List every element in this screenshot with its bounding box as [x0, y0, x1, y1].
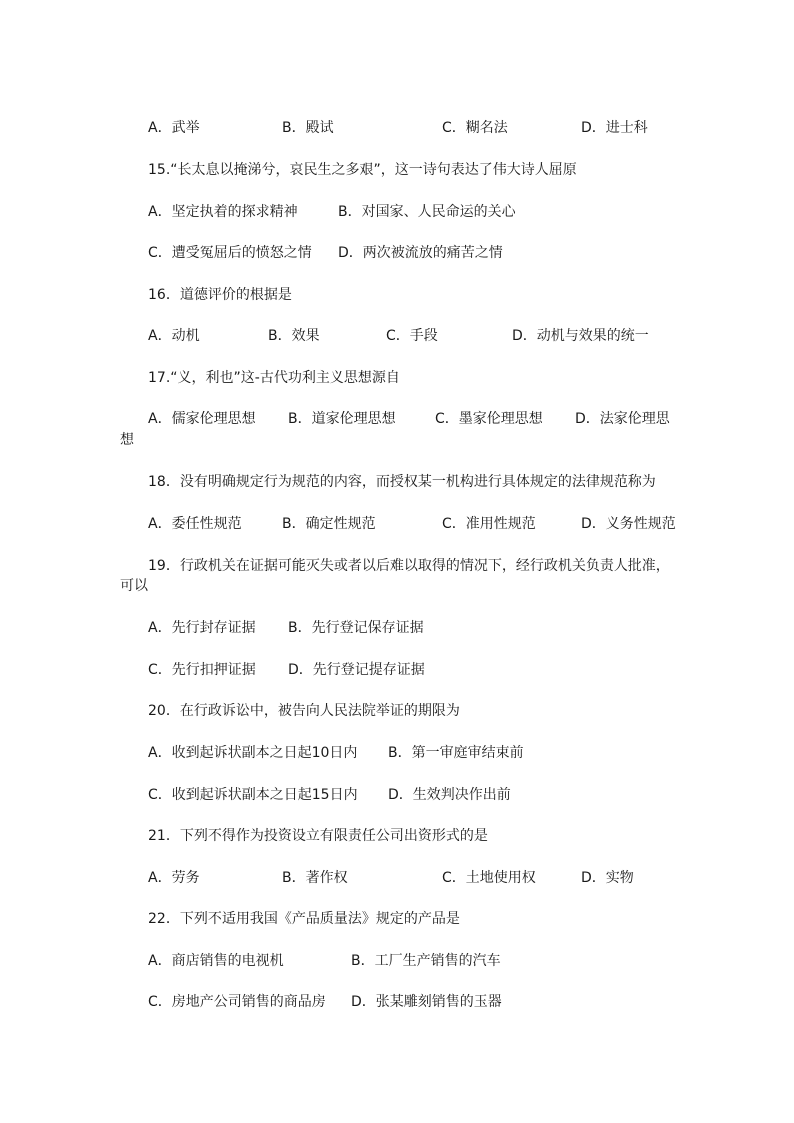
q17-stem: 17.“义，利也”这-古代功利主义思想源自	[148, 370, 400, 386]
q20-option-d: D．生效判决作出前	[388, 787, 511, 803]
q17-option-b: B．道家伦理思想	[288, 411, 396, 427]
q22-option-a: A．商店销售的电视机	[148, 953, 284, 969]
q20-option-c: C．收到起诉状副本之日起15日内	[148, 787, 358, 803]
q16-option-c: C．手段	[386, 328, 438, 344]
q19-option-d: D．先行登记提存证据	[288, 662, 425, 678]
q21-option-a: A．劳务	[148, 870, 200, 886]
q20-option-b: B．第一审庭审结束前	[388, 745, 524, 761]
q18-option-d: D．义务性规范	[581, 516, 676, 532]
q22-stem: 22．下列不适用我国《产品质量法》规定的产品是	[148, 911, 460, 927]
q15-stem: 15.“长太息以掩涕兮，哀民生之多艰”，这一诗句表达了伟大诗人屈原	[148, 162, 577, 178]
q19-option-a: A．先行封存证据	[148, 620, 256, 636]
q15-option-b: B．对国家、人民命运的关心	[338, 204, 516, 220]
q17-option-d: D．法家伦理思	[575, 411, 670, 427]
q21-option-b: B．著作权	[282, 870, 348, 886]
q19-option-c: C．先行扣押证据	[148, 662, 256, 678]
q16-stem: 16．道德评价的根据是	[148, 287, 292, 303]
q14-option-a: A．武举	[148, 120, 200, 136]
q15-option-d: D．两次被流放的痛苦之情	[338, 245, 503, 261]
q15-option-c: C．遭受冤屈后的愤怒之情	[148, 245, 312, 261]
q21-option-c: C．土地使用权	[442, 870, 536, 886]
q17-option-d-continuation: 想	[120, 432, 134, 448]
q16-option-d: D．动机与效果的统一	[512, 328, 649, 344]
q20-stem: 20．在行政诉讼中，被告向人民法院举证的期限为	[148, 703, 460, 719]
q22-option-d: D．张某雕刻销售的玉器	[351, 994, 502, 1010]
q21-stem: 21．下列不得作为投资设立有限责任公司出资形式的是	[148, 828, 488, 844]
q22-option-c: C．房地产公司销售的商品房	[148, 994, 326, 1010]
q18-option-c: C．准用性规范	[442, 516, 536, 532]
q14-option-b: B．殿试	[282, 120, 334, 136]
q14-option-d: D．进士科	[581, 120, 648, 136]
q16-option-a: A．动机	[148, 328, 200, 344]
q17-option-a: A．儒家伦理思想	[148, 411, 256, 427]
q19-stem-continuation: 可以	[120, 578, 148, 594]
q20-option-a: A．收到起诉状副本之日起10日内	[148, 745, 358, 761]
q18-stem: 18．没有明确规定行为规范的内容，而授权某一机构进行具体规定的法律规范称为	[148, 474, 656, 490]
q19-stem: 19．行政机关在证据可能灭失或者以后难以取得的情况下，经行政机关负责人批准，	[148, 558, 670, 574]
q19-option-b: B．先行登记保存证据	[288, 620, 424, 636]
q17-option-c: C．墨家伦理思想	[435, 411, 543, 427]
q15-option-a: A．坚定执着的探求精神	[148, 204, 298, 220]
q18-option-a: A．委任性规范	[148, 516, 242, 532]
q14-option-c: C．糊名法	[442, 120, 508, 136]
q16-option-b: B．效果	[268, 328, 320, 344]
q22-option-b: B．工厂生产销售的汽车	[351, 953, 501, 969]
q21-option-d: D．实物	[581, 870, 634, 886]
q18-option-b: B．确定性规范	[282, 516, 376, 532]
